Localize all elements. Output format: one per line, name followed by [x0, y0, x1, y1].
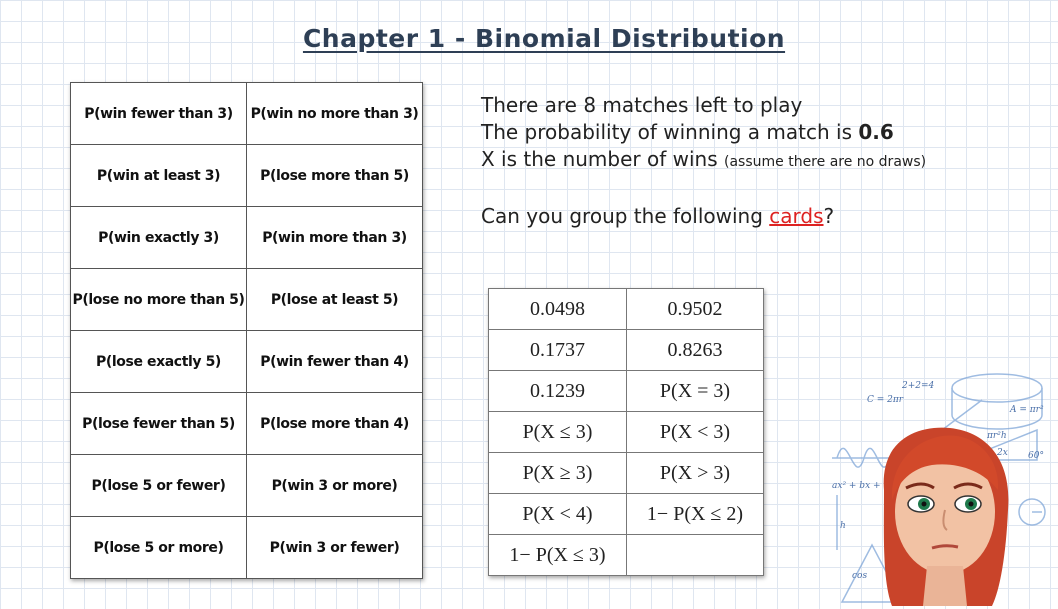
value-cards-table — [488, 288, 764, 576]
avatar-pupil-left — [922, 502, 927, 507]
probability-card[interactable]: P(lose at least 5) — [247, 269, 423, 331]
probability-label: The probability of winning a match is — [481, 120, 859, 144]
doodle-text: A = πr² — [1010, 405, 1044, 415]
probability-card[interactable]: P(lose fewer than 5) — [71, 393, 247, 455]
table-row — [71, 83, 423, 145]
probability-card[interactable]: P(lose exactly 5) — [71, 331, 247, 393]
cards-link[interactable]: cards — [769, 204, 824, 228]
doodle-text: ax² + bx + — [832, 481, 881, 491]
value-card[interactable]: P(X ≤ 3) — [489, 412, 627, 453]
table-row — [71, 145, 423, 207]
value-card[interactable]: 0.8263 — [627, 330, 764, 371]
probability-text — [481, 119, 926, 146]
doodle-text: 2x — [997, 448, 1008, 458]
probability-card[interactable]: P(win no more than 3) — [247, 83, 423, 145]
value-card[interactable]: P(X < 3) — [627, 412, 764, 453]
table-row — [71, 455, 423, 517]
value-card[interactable]: 0.1239 — [489, 371, 627, 412]
page-title: Chapter 1 - Binomial Distribution — [302, 24, 786, 53]
probability-card[interactable]: P(lose more than 4) — [247, 393, 423, 455]
table-row — [71, 517, 423, 579]
probability-card[interactable]: P(win exactly 3) — [71, 207, 247, 269]
question-text — [481, 203, 926, 230]
table-row — [71, 393, 423, 455]
value-card[interactable]: 1− P(X ≤ 2) — [627, 494, 764, 535]
variable-definition: X is the number of wins — [481, 147, 724, 171]
value-card[interactable]: 1− P(X ≤ 3) — [489, 535, 627, 576]
question-prefix: Can you group the following — [481, 204, 770, 228]
probability-card[interactable]: P(lose no more than 5) — [71, 269, 247, 331]
probability-card[interactable]: P(win at least 3) — [71, 145, 247, 207]
avatar-pupil-right — [969, 502, 974, 507]
doodle-text: 60° — [1028, 451, 1044, 461]
probability-card[interactable]: P(lose more than 5) — [247, 145, 423, 207]
probability-card[interactable]: P(win fewer than 4) — [247, 331, 423, 393]
value-card[interactable] — [627, 535, 764, 576]
value-card[interactable]: P(X < 4) — [489, 494, 627, 535]
probability-value: 0.6 — [858, 120, 894, 144]
probability-card[interactable]: P(lose 5 or more) — [71, 517, 247, 579]
value-card[interactable]: P(X = 3) — [627, 371, 764, 412]
probability-cards-table — [70, 82, 423, 579]
table-row — [71, 269, 423, 331]
table-row — [71, 207, 423, 269]
value-card[interactable]: 0.9502 — [627, 289, 764, 330]
table-row — [489, 535, 764, 576]
value-card[interactable]: P(X > 3) — [627, 453, 764, 494]
no-draws-note: (assume there are no draws) — [724, 154, 927, 170]
probability-card[interactable]: P(win fewer than 3) — [71, 83, 247, 145]
matches-left-text: There are 8 matches left to play — [481, 93, 803, 117]
variable-definition-text — [481, 146, 926, 176]
value-card[interactable]: P(X ≥ 3) — [489, 453, 627, 494]
avatar-neck — [923, 566, 967, 606]
probability-card[interactable]: P(win 3 or fewer) — [247, 517, 423, 579]
probability-card[interactable]: P(win more than 3) — [247, 207, 423, 269]
question-suffix: ? — [823, 204, 835, 228]
table-row — [489, 412, 764, 453]
probability-card[interactable]: P(lose 5 or fewer) — [71, 455, 247, 517]
table-row — [71, 331, 423, 393]
doodle-text: 2+2=4 — [902, 381, 935, 391]
doodle-text: h — [840, 521, 846, 531]
teacher-avatar-illustration — [832, 370, 1058, 606]
value-card[interactable]: 0.1737 — [489, 330, 627, 371]
doodle-text: cos — [852, 571, 868, 581]
table-row — [489, 289, 764, 330]
table-row — [489, 330, 764, 371]
value-card[interactable]: 0.0498 — [489, 289, 627, 330]
table-row — [489, 371, 764, 412]
doodle-text: πr²h — [987, 431, 1007, 441]
problem-statement — [481, 92, 926, 230]
table-row — [489, 453, 764, 494]
probability-card[interactable]: P(win 3 or more) — [247, 455, 423, 517]
doodle-text: C = 2πr — [867, 395, 904, 405]
avatar — [884, 428, 1009, 606]
table-row — [489, 494, 764, 535]
